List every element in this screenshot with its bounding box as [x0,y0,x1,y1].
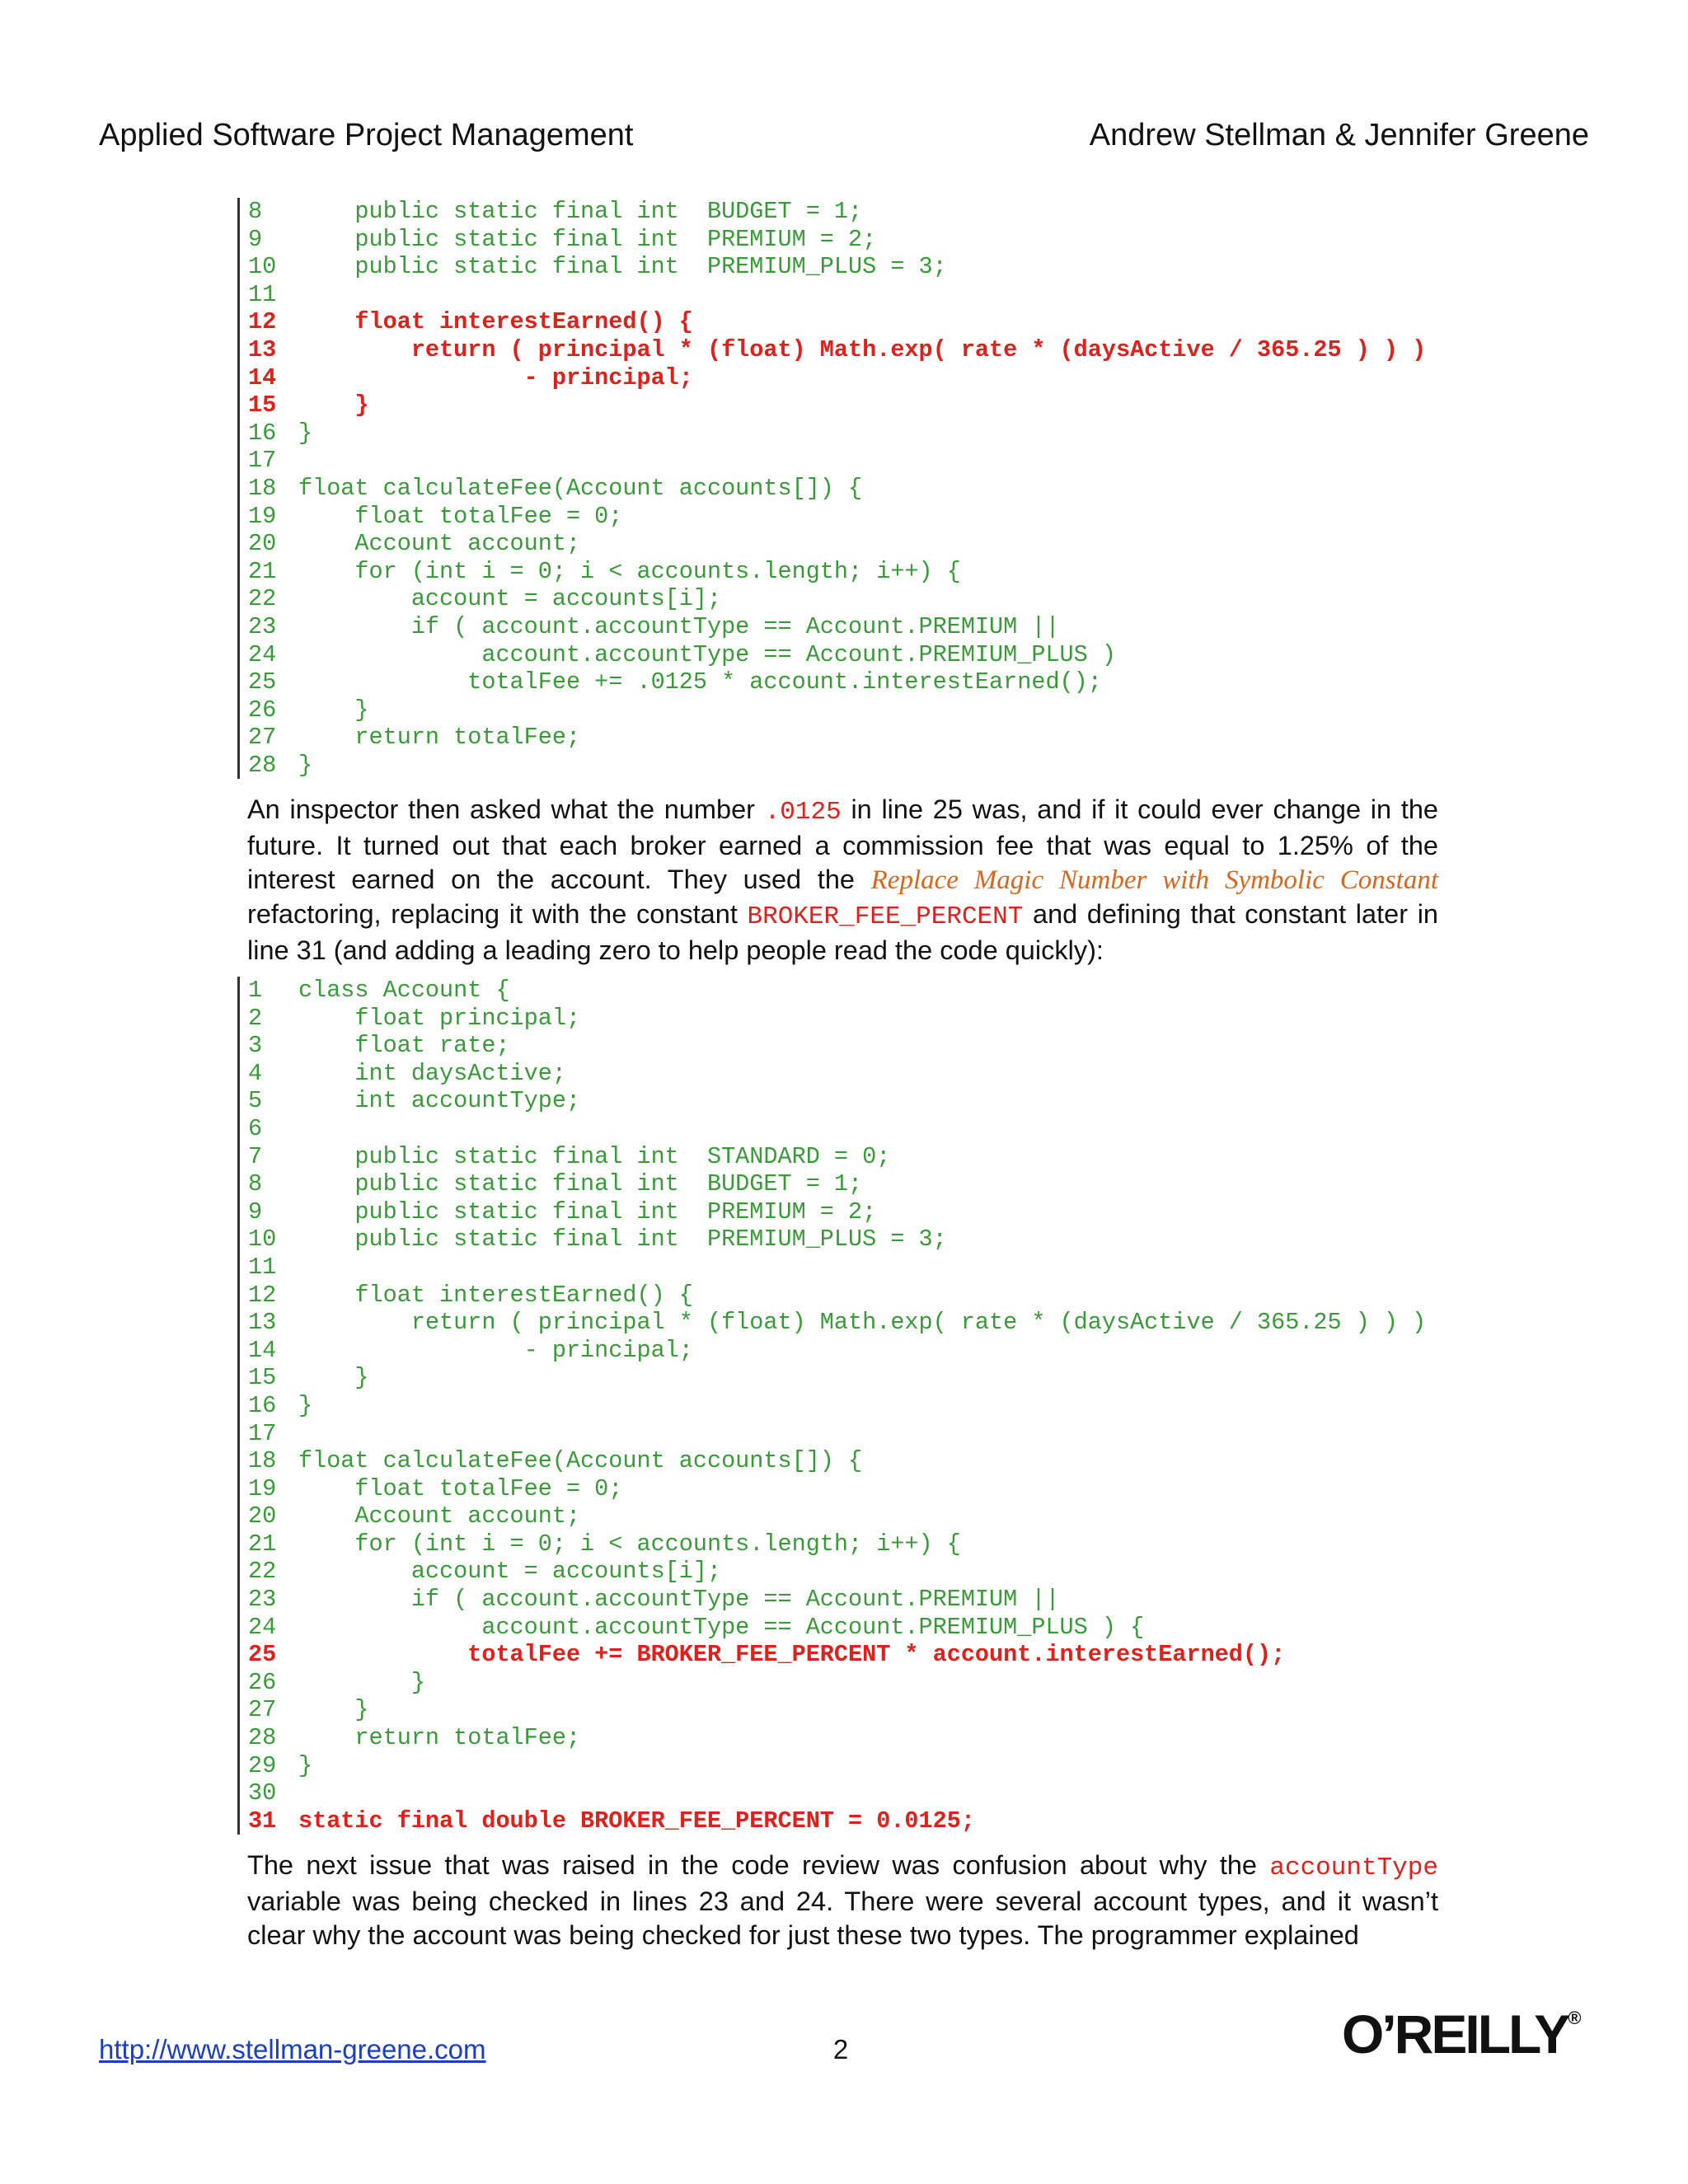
code-text: } [298,1751,313,1779]
line-number: 8 [248,198,263,225]
website-link[interactable]: http://www.stellman-greene.com [99,2034,486,2064]
line-number: 24 [248,640,277,668]
code-text: int daysActive; [298,1059,566,1087]
line-number: 26 [248,696,277,724]
inline-code-account-type: accountType [1269,1854,1438,1882]
line-number: 14 [248,1336,277,1364]
code-text: float interestEarned() { [298,308,693,336]
code-line [248,1641,1474,1669]
code-line [248,1087,1474,1115]
code-line [248,1198,1474,1226]
code-line [248,198,1474,226]
line-number: 27 [248,724,277,752]
line-number: 29 [248,1751,277,1779]
code-line [248,1724,1474,1752]
code-text: static final double BROKER_FEE_PERCENT = 0.0125; [298,1807,975,1835]
code-line [248,475,1474,503]
line-number: 7 [248,1142,263,1170]
code-line [248,1060,1474,1088]
code-text: - principal; [298,363,693,391]
code-line [248,1337,1474,1365]
code-text: } [298,1391,313,1419]
line-number: 31 [248,1807,277,1835]
line-number: 9 [248,1197,263,1226]
code-line [248,1447,1474,1475]
inline-code-constant: BROKER_FEE_PERCENT [747,902,1024,931]
code-text: float totalFee = 0; [298,1474,623,1502]
code-line [248,1475,1474,1503]
code-line [248,419,1474,448]
line-number: 23 [248,612,277,640]
code-text: Account account; [298,530,581,558]
code-text: account.accountType == Account.PREMIUM_PLUS ) { [298,1613,1145,1641]
code-line [248,1309,1474,1337]
code-line [248,752,1474,780]
line-number: 20 [248,530,277,558]
code-text: return totalFee; [298,724,581,752]
code-line [248,226,1474,254]
line-number: 9 [248,225,263,253]
refactoring-reference: Replace Magic Number with Symbolic Constant [870,865,1438,895]
line-number: 12 [248,1281,277,1309]
code-text: float rate; [298,1032,510,1060]
code-text: class Account { [298,977,510,1004]
code-line [248,585,1474,613]
line-number: 8 [248,1170,263,1198]
book-title: Applied Software Project Management [99,117,634,152]
code-text: Account account; [298,1502,581,1530]
code-text: float calculateFee(Account accounts[]) { [298,474,863,502]
code-text: } [298,1668,425,1696]
code-text: } [298,391,369,419]
code-text: int accountType; [298,1087,581,1115]
code-line [248,281,1474,309]
code-text: return totalFee; [298,1724,581,1752]
line-number: 15 [248,391,277,419]
line-number: 13 [248,1309,277,1337]
line-number: 17 [248,1419,277,1447]
code-line [248,447,1474,475]
code-text: public static final int PREMIUM = 2; [298,1197,877,1226]
line-number: 27 [248,1696,277,1724]
code-line [248,391,1474,419]
code-text: float calculateFee(Account accounts[]) { [298,1447,863,1475]
line-number: 24 [248,1613,277,1641]
line-number: 14 [248,363,277,391]
code-line [248,1115,1474,1143]
code-text: account.accountType == Account.PREMIUM_PLUS ) [298,640,1116,668]
code-text: if ( account.accountType == Account.PREMIUM || [298,612,1060,640]
line-number: 15 [248,1364,277,1392]
book-authors: Andrew Stellman & Jennifer Greene [1089,117,1589,152]
code-line [248,558,1474,586]
code-line [248,308,1474,336]
line-number: 18 [248,1447,277,1475]
code-line [248,1254,1474,1282]
code-line [248,1502,1474,1530]
oreilly-logo: O’REILLY® [1342,2004,1582,2064]
code-line [248,253,1474,281]
line-number: 2 [248,1004,263,1032]
line-number: 21 [248,1530,277,1558]
line-number: 6 [248,1114,263,1142]
code-text: public static final int STANDARD = 0; [298,1142,891,1170]
code-line [248,1614,1474,1642]
line-number: 19 [248,502,277,530]
code-text: } [298,419,313,447]
code-text: } [298,696,369,724]
code-line [248,1779,1474,1807]
code-text: account = accounts[i]; [298,585,722,613]
line-number: 10 [248,253,277,281]
code-line [248,1364,1474,1392]
code-line [248,696,1474,724]
line-number: 28 [248,751,277,779]
code-line [248,613,1474,641]
code-line [248,1420,1474,1448]
page-header [99,112,1589,158]
line-number: 21 [248,557,277,585]
code-line [248,724,1474,752]
code-text: public static final int BUDGET = 1; [298,1170,863,1198]
code-line [248,1282,1474,1310]
line-number: 20 [248,1502,277,1530]
code-text: account = accounts[i]; [298,1558,722,1586]
code-text: return ( principal * (float) Math.exp( rate * (daysActive / 365.25 ) ) ) [298,1309,1427,1337]
code-line [248,1143,1474,1171]
code-line [248,1530,1474,1558]
code-line [248,641,1474,669]
code-line [248,503,1474,531]
line-number: 12 [248,308,277,336]
page-number: 2 [832,2034,849,2064]
code-text: } [298,1364,369,1392]
line-number: 16 [248,1391,277,1419]
code-line [248,364,1474,392]
line-number: 1 [248,977,263,1004]
line-number: 22 [248,585,277,613]
line-number: 4 [248,1059,263,1087]
code-line [248,1807,1474,1835]
code-text: float principal; [298,1004,581,1032]
code-text: return ( principal * (float) Math.exp( rate * (daysActive / 365.25 ) ) ) [298,335,1427,363]
code-text: } [298,751,313,779]
line-number: 5 [248,1087,263,1115]
line-number: 17 [248,447,277,475]
line-number: 26 [248,1668,277,1696]
code-text: public static final int PREMIUM_PLUS = 3; [298,1226,947,1254]
code-line [248,1032,1474,1060]
code-text: totalFee += BROKER_FEE_PERCENT * account.interestEarned(); [298,1641,1286,1669]
line-number: 30 [248,1779,277,1807]
code-line [248,530,1474,558]
code-text: for (int i = 0; i < accounts.length; i++) { [298,557,961,585]
code-line [248,1586,1474,1614]
code-text: } [298,1696,369,1724]
code-text: totalFee += .0125 * account.interestEarned(); [298,668,1102,696]
line-number: 18 [248,474,277,502]
paragraph-1: An inspector then asked what the number .0125 in line 25 was, and if it could ever change in the future. It turned out that each broker earned a commission fee that was equal to 1.25% of the interest earned on the account. They used the Replace Magic Number with Symbolic Constant refactoring, replacing it with the constant BROKER_FEE_PERCENT and defining that constant later in line 31 (and adding a leading zero to help people read the code quickly): [247,794,1438,965]
code-line [248,668,1474,696]
line-number: 28 [248,1724,277,1752]
code-line [248,336,1474,364]
line-number: 3 [248,1032,263,1060]
line-number: 16 [248,419,277,447]
line-number: 25 [248,1641,277,1669]
code-listing-2 [237,977,1474,1835]
line-number: 10 [248,1226,277,1254]
code-text: float totalFee = 0; [298,502,623,530]
line-number: 23 [248,1586,277,1614]
code-text: public static final int BUDGET = 1; [298,198,863,225]
line-number: 13 [248,335,277,363]
inline-code-magic-number: .0125 [764,798,842,827]
code-line [248,1669,1474,1697]
code-line [248,1558,1474,1586]
code-line [248,1226,1474,1254]
code-line [248,1170,1474,1198]
line-number: 11 [248,1253,277,1281]
line-number: 25 [248,668,277,696]
code-listing-1 [237,198,1474,779]
code-line [248,977,1474,1005]
code-text: public static final int PREMIUM_PLUS = 3; [298,253,947,281]
line-number: 22 [248,1558,277,1586]
paragraph-2: The next issue that was raised in the code review was confusion about why the accountType variable was being checked in lines 23 and 24. There were several account types, and it wasn’t clear why the account was being checked for just these two types. The programmer explained [247,1850,1438,1950]
code-text: public static final int PREMIUM = 2; [298,225,877,253]
code-line [248,1752,1474,1780]
code-text: if ( account.accountType == Account.PREMIUM || [298,1586,1060,1614]
code-text: for (int i = 0; i < accounts.length; i++) { [298,1530,961,1558]
code-line [248,1005,1474,1033]
code-line [248,1392,1474,1420]
code-text: float interestEarned() { [298,1281,693,1309]
code-text: - principal; [298,1336,693,1364]
line-number: 11 [248,280,277,308]
code-line [248,1696,1474,1724]
line-number: 19 [248,1474,277,1502]
